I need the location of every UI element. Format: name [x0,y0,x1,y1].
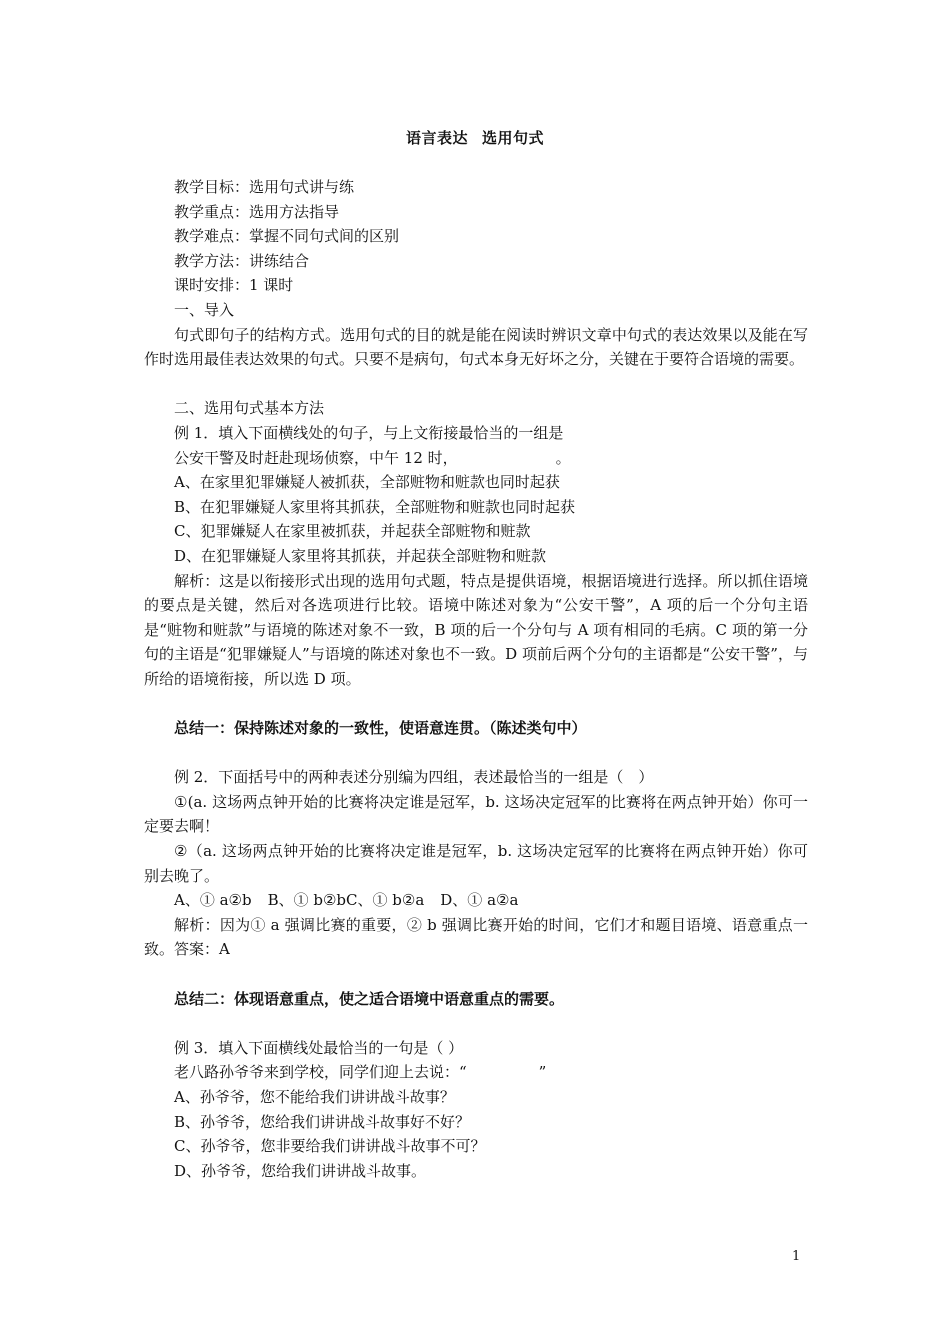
title-part-1: 语言表达 [405,129,468,147]
info-difficulty: 教学难点：掌握不同句式间的区别 [174,227,400,246]
example-1-context-after: 。 [555,448,571,467]
example-3-context-after: ” [538,1063,547,1082]
example-1-option-c: C、犯罪嫌疑人在家里被抓获，并起获全部赃物和赃款 [174,522,531,541]
example-2-item-2: ②（a. 这场两点钟开始的比赛将决定谁是冠军，b. 这场决定冠军的比赛将在两点钟开始）你可别去晚了。 [144,842,808,885]
page-number: 1 [792,1249,801,1264]
example-1-context-before: 公安干警及时赶赴现场侦察，中午 12 时， [174,448,458,467]
example-1-question: 例 1．填入下面横线处的句子，与上文衔接最恰当的一组是 [174,423,564,442]
example-3-option-d: D、孙爷爷，您给我们讲讲战斗故事。 [174,1161,427,1180]
example-3-option-c: C、孙爷爷，您非要给我们讲讲战斗故事不可？ [174,1137,486,1156]
example-1-analysis: 解析：这是以衔接形式出现的选用句式题，特点是提供语境，根据语境进行选择。所以抓住语境的要点是关键，然后对各选项进行比较。语境中陈述对象为“公安干警”，A 项的后一个分句主语是“赃物和赃款”与语境的陈述对象不一致，B 项的后一个分句与 A 项有相同的毛病。C 项的第一分句的主语是“犯罪嫌疑人”与语境的陈述对象也不一致。D 项前后两个分句的主语都是“公安干警”，与所给的语境衔接，所以选 D 项。 [144,571,808,688]
example-3-context-before: 老八路孙爷爷来到学校，同学们迎上去说：“ [174,1063,467,1082]
example-3-question: 例 3．填入下面横线处最恰当的一句是（ ） [174,1038,464,1057]
example-2-analysis: 解析：因为① a 强调比赛的重要，② b 强调比赛开始的时间，它们才和题目语境、语意重点一致。答案：A [144,915,808,959]
info-method: 教学方法：讲练结合 [174,251,310,270]
example-2-item-1: ①(a. 这场两点钟开始的比赛将决定谁是冠军，b. 这场决定冠军的比赛将在两点钟开始）你可一定要去啊！ [144,792,808,836]
summary-2: 总结二：体现语意重点，使之适合语境中语意重点的需要。 [174,989,565,1008]
example-2-question: 例 2．下面括号中的两种表述分别编为四组，表述最恰当的一组是（ ） [174,768,654,787]
example-3-context [144,1060,808,1085]
info-schedule: 课时安排：1 课时 [174,276,294,295]
example-2-option-a: A、① a②b [174,891,252,910]
example-3-option-a: A、孙爷爷，您不能给我们讲讲战斗故事？ [174,1087,455,1106]
example-2-option-d: D、① a②a [440,891,519,910]
section-2-heading: 二、选用句式基本方法 [174,399,325,418]
example-2-option-b-c: B、① b②bC、① b②a [267,891,425,910]
example-1-option-b: B、在犯罪嫌疑人家里将其抓获，全部赃物和赃款也同时起获 [174,497,576,516]
example-1-option-a: A、在家里犯罪嫌疑人被抓获，全部赃物和赃款也同时起获 [174,473,560,492]
section-1-heading: 一、导入 [174,300,235,319]
info-key-point: 教学重点：选用方法指导 [174,202,340,221]
example-3-option-b: B、孙爷爷，您给我们讲讲战斗故事好不好？ [174,1112,471,1131]
document-body [144,175,808,1183]
summary-1: 总结一：保持陈述对象的一致性，使语意连贯。（陈述类句中） [174,719,587,738]
section-1-paragraph: 句式即句子的结构方式。选用句式的目的就是能在阅读时辨识文章中句式的表达效果以及能在写作时选用最佳表达效果的句式。只要不是病句，句式本身无好坏之分，关键在于要符合语境的需要。 [144,325,808,369]
example-1-option-d: D、在犯罪嫌疑人家里将其抓获，并起获全部赃物和赃款 [174,546,547,565]
document-title [0,127,950,148]
example-1-context [144,446,808,471]
example-2-options [144,888,808,913]
title-part-2: 选用句式 [482,129,545,147]
info-objective: 教学目标：选用句式讲与练 [174,178,355,196]
